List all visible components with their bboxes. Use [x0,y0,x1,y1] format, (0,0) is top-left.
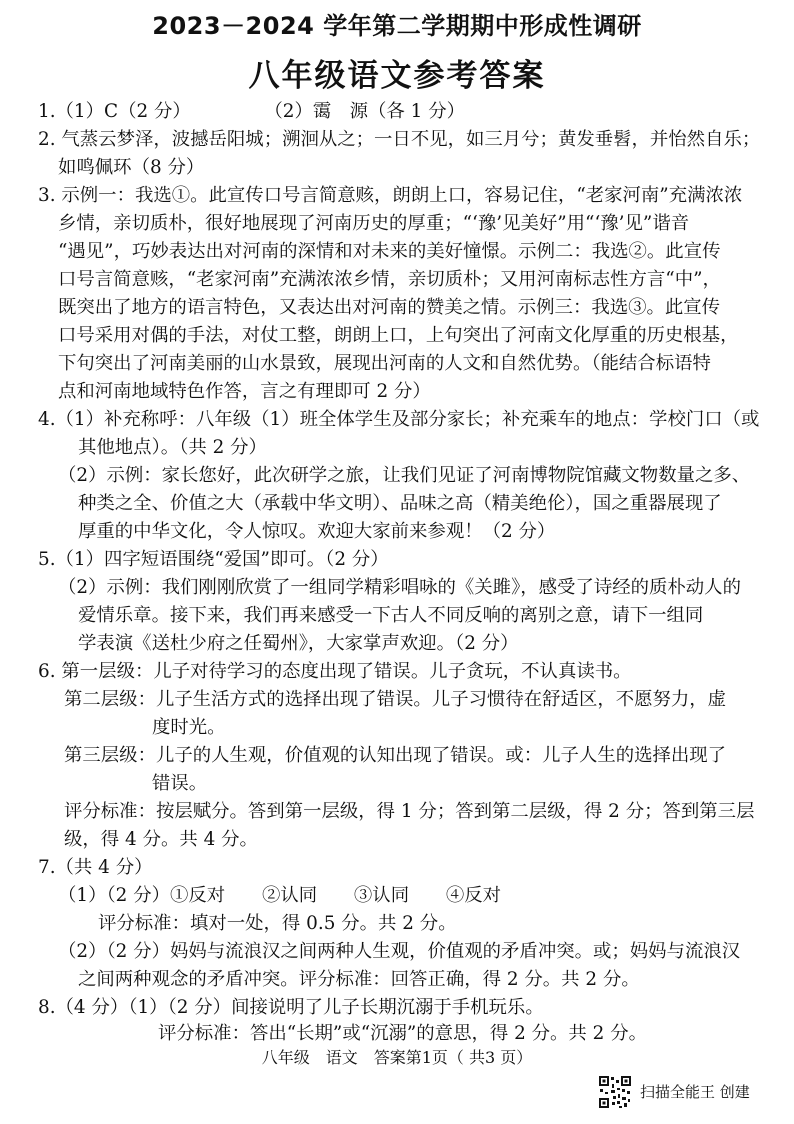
text-line: 2. 气蒸云梦泽，波撼岳阳城；溯洄从之；一日不见，如三月兮；黄发垂髫，并怡然自乐； [38,129,761,150]
text-line: （2）示例：我们刚刚欣赏了一组同学精彩唱咏的《关雎》，感受了诗经的质朴动人的 [58,577,741,598]
text-line: 口号采用对偶的手法，对仗工整，朗朗上口，上句突出了河南文化厚重的历史根基， [58,325,739,346]
text-line: 级，得 4 分。共 4 分。 [64,829,258,850]
text-line: 如鸣佩环（8 分） [58,157,205,178]
text-line: 爱情乐章。接下来，我们再来感受一下古人不同反响的离别之意，请下一组同 [78,605,704,626]
text-line: （2）示例：家长您好，此次研学之旅，让我们见证了河南博物院馆藏文物数量之多、 [58,465,751,486]
text-line: 其他地点）。（共 2 分） [78,437,267,458]
text-line: 度时光。 [152,717,226,738]
scanner-watermark: 扫描全能王 创建 [640,1083,750,1101]
text-line: （2）（2 分）妈妈与流浪汉之间两种人生观，价值观的矛盾冲突。或；妈妈与流浪汉 [58,941,741,962]
text-line: （1）（2 分）①反对 ②认同 ③认同 ④反对 [58,885,502,906]
text-line: 第三层级：儿子的人生观，价值观的认知出现了错误。或：儿子人生的选择出现了 [64,745,727,766]
page-footer: 八年级 语文 答案第1页（ 共3 页） [261,1048,533,1067]
text-line: 评分标准：按层赋分。答到第一层级，得 1 分；答到第二层级，得 2 分；答到第三层 [64,801,755,822]
document-subtitle: 八年级语文参考答案 [248,58,546,94]
text-line: 乡情，亲切质朴，很好地展现了河南历史的厚重；“‘豫’见美好”用“‘豫’见”谐音 [58,213,690,234]
text-line: 错误。 [152,773,208,794]
text-line: 5.（1）四字短语围绕“爱国”即可。（2 分） [38,549,389,570]
text-line: 3. 示例一：我选①。此宣传口号言简意赅，朗朗上口，容易记住，“老家河南”充满浓浓 [38,185,743,206]
text-line: 点和河南地域特色作答，言之有理即可 2 分） [58,381,431,402]
document-title: 2023－2024 学年第二学期期中形成性调研 [152,12,642,40]
text-line: 8.（4 分）（1）（2 分）间接说明了儿子长期沉溺于手机玩乐。 [38,997,544,1018]
text-line: 7.（共 4 分） [38,857,153,878]
text-line: 种类之全、价值之大（承载中华文明）、品味之高（精美绝伦），国之重器展现了 [78,493,722,514]
text-line: 评分标准：答出“长期”或“沉溺”的意思，得 2 分。共 2 分。 [158,1023,647,1044]
text-line: “遇见”，巧妙表达出对河南的深情和对未来的美好憧憬。示例二：我选②。此宣传 [58,241,721,262]
text-line: 学表演《送杜少府之任蜀州》，大家掌声欢迎。（2 分） [78,633,519,654]
text-line: 下句突出了河南美丽的山水景致，展现出河南的人文和自然优势。（能结合标语特 [58,353,711,374]
text-line: 之间两种观念的矛盾冲突。评分标准：回答正确，得 2 分。共 2 分。 [78,969,640,990]
text-line: 评分标准：填对一处，得 0.5 分。共 2 分。 [98,913,457,934]
text-line: 1.（1）C（2 分） （2）霭 源（各 1 分） [38,101,465,122]
text-line: 4.（1）补充称呼：八年级（1）班全体学生及部分家长；补充乘车的地点：学校门口（或 [38,409,760,430]
text-line: 第二层级：儿子生活方式的选择出现了错误。儿子习惯待在舒适区，不愿努力，虚 [64,689,727,710]
qr-code-icon [598,1075,632,1109]
text-line: 6. 第一层级：儿子对待学习的态度出现了错误。儿子贪玩，不认真读书。 [38,661,632,682]
text-line: 口号言简意赅，“老家河南”充满浓浓乡情，亲切质朴；又用河南标志性方言“中”， [58,269,721,290]
text-line: 既突出了地方的语言特色，又表达出对河南的赞美之情。示例三：我选③。此宣传 [58,297,721,318]
text-line: 厚重的中华文化，令人惊叹。欢迎大家前来参观！（2 分） [78,521,556,542]
